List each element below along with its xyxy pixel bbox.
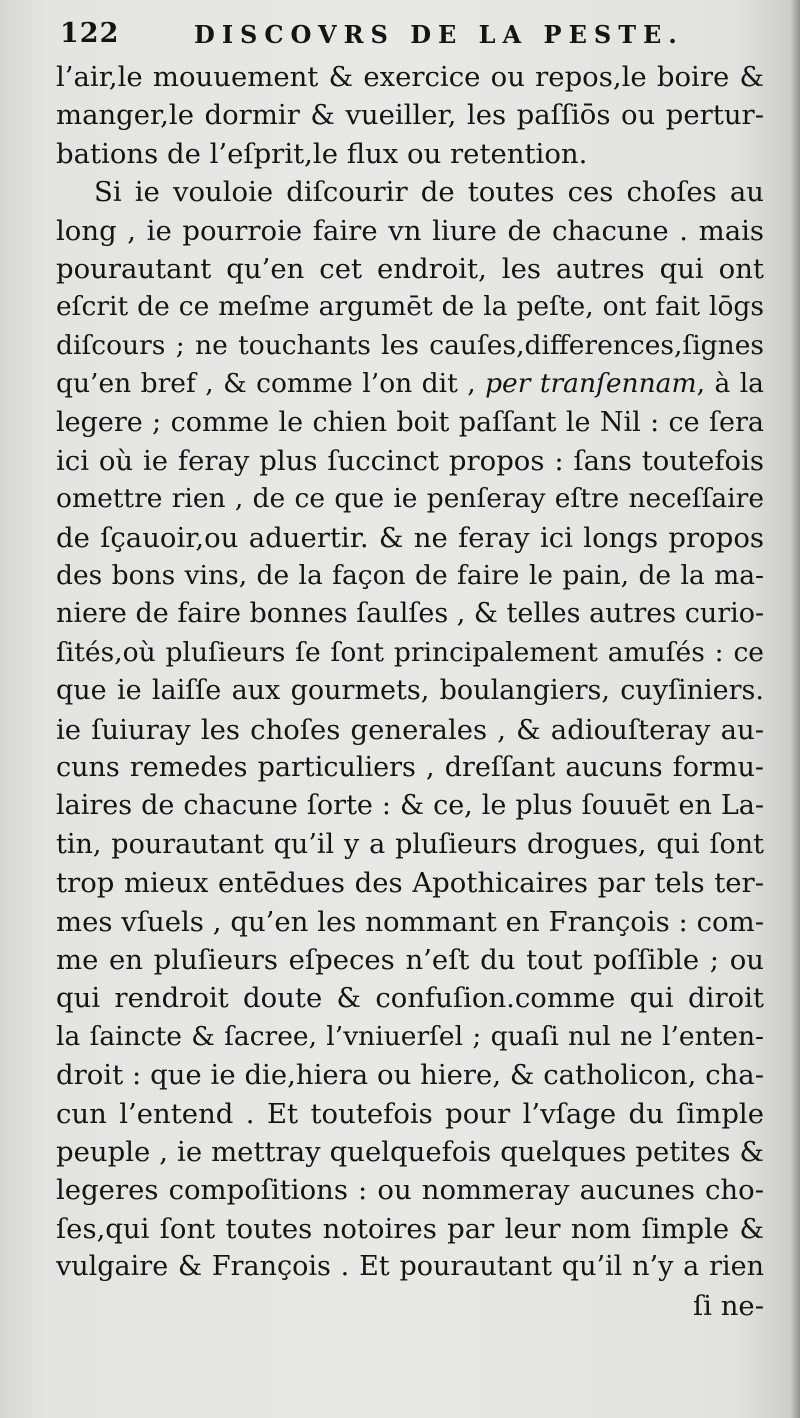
text-line: ſes,qui ſont toutes notoires par leur nom ſimple & [56,1212,764,1245]
text-line: droit : que ie die,hiera ou hiere, & catholicon, cha- [56,1059,764,1092]
page-number: 122 [60,18,120,49]
text-line: long , ie pourroie faire vn liure de chacune . mais [56,214,764,247]
text-line: mes vſuels , qu’en les nommant en François : com- [56,905,764,938]
text-line: cun l’entend . Et toutefois pour l’vſage du ſimple [56,1097,764,1130]
text-line: bations de l’eſprit,le flux ou retention. [56,137,588,170]
text-line: legere ; comme le chien boit paſſant le Nil : ce ſera [56,406,764,438]
text-line: manger,le dormir & vueiller, les paſſiōs ou pertur- [56,99,764,132]
catchword: ſi ne- [693,1289,764,1322]
text-line: peuple , ie mettray quelquefois quelques petites & [56,1135,764,1168]
running-title: DISCOVRS DE LA PESTE. [194,20,684,49]
text-line: niere de faire bonnes ſaulſes , & telles autres curio- [56,598,765,630]
text-line: eſcrit de ce meſme argumēt de la peſte, ont fait lōgs [56,291,764,323]
text-line: cuns remedes particuliers , dreſſant aucuns formu- [56,752,764,784]
text-line-start: qu’en bref , & comme l’on dit , [56,368,476,400]
text-line [56,365,764,403]
text-line: que ie laiſſe aux gourmets, boulangiers, cuyſiniers. [56,675,764,707]
page-edge-shadow [790,0,800,1418]
text-line: Si ie vouloie diſcourir de toutes ces choſes au [94,176,764,209]
text-line-end: , à la [696,368,764,400]
text-line: ie ſuiuray les choſes generales , & adiouſteray au- [56,713,764,746]
text-line: ſités,où pluſieurs ſe ſont principalement amuſés : ce [56,636,764,668]
text-line: l’air,le mouuement & exercice ou repos,le boire & [56,61,764,93]
text-line: ici où ie feray plus ſuccinct propos : ſans toutefois [56,444,764,477]
text-line: laires de chacune ſorte : & ce, le plus ſouuēt en La- [56,790,764,822]
italic-phrase: per tranſennam [485,368,697,400]
text-line: la ſaincte & ſacree, l’vniuerſel ; quaſi nul ne l’enten- [56,1020,764,1052]
text-line: qui rendroit doute & confuſion.comme qui diroit [56,982,764,1015]
text-line: vulgaire & François . Et pourautant qu’il n’y a rien [56,1251,764,1283]
text-line: de ſçauoir,ou aduertir. & ne feray ici longs propos [56,521,764,554]
text-line: me en pluſieurs eſpeces n’eſt du tout poſſible ; ou [56,943,764,976]
text-line: legeres compoſitions : ou nommeray aucunes cho- [56,1174,764,1207]
text-line: tin, pourautant qu’il y a pluſieurs drogues, qui ſont [56,828,764,860]
text-line: omettre rien , de ce que ie penſeray eſtre neceſſaire [56,483,764,515]
text-line: pourautant qu’en cet endroit, les autres qui ont [56,252,764,285]
text-line: trop mieux entēdues des Apothicaires par tels ter- [56,867,764,900]
page-header [60,16,760,56]
text-line: diſcours ; ne touchants les cauſes,differences,ſignes [56,329,764,361]
text-line: des bons vins, de la façon de faire le pain, de la ma- [56,560,764,592]
body-text [56,58,764,1325]
